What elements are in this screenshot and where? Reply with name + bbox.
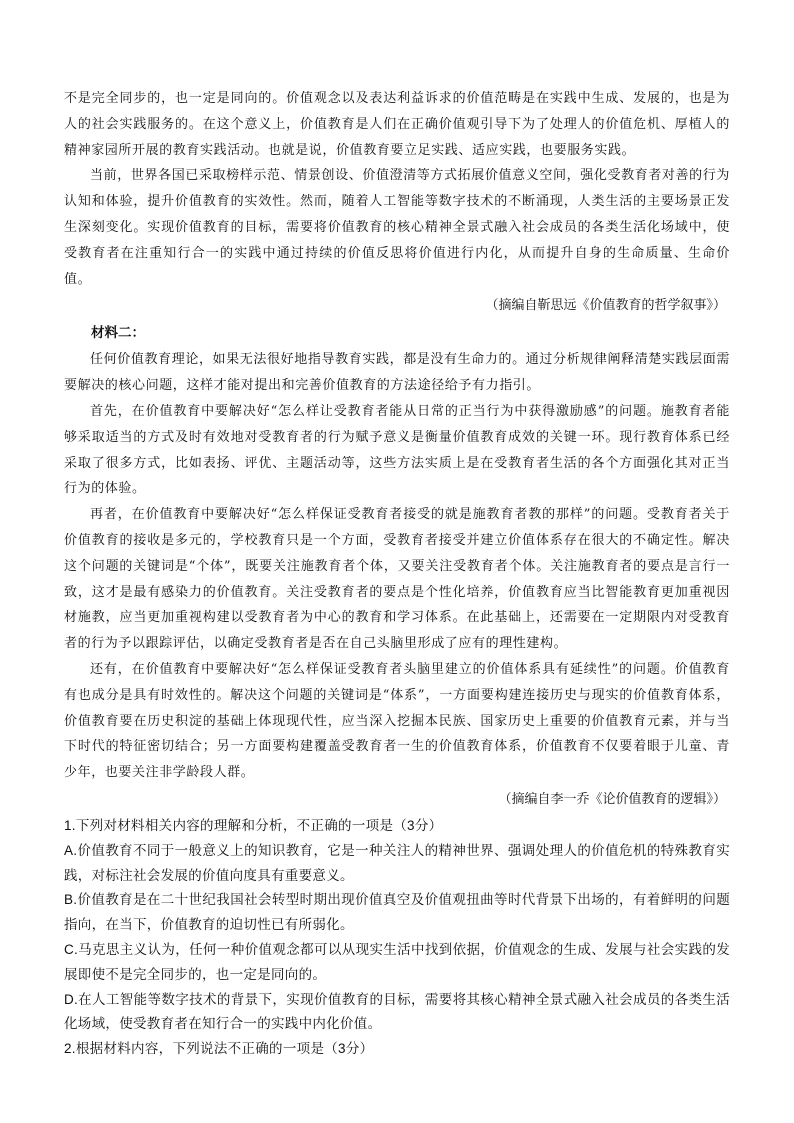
material2-heading: 材料二： <box>91 325 145 342</box>
material2-paragraph-1: 任何价值教育理论，如果无法很好地指导教育实践，都是没有生命力的。通过分析规律阐释清楚实践层面需要解决的核心问题，这样才能对提出和完善价值教育的方法途径给予有力指引。 <box>64 352 730 394</box>
material2-paragraph-3: 再者，在价值教育中要解决好“怎么样保证受教育者接受的就是施教育者教的那样”的问题。受教育者关于价值教育的接收是多元的，学校教育只是一个方面，受教育者接受并建立价值体系存在很大的不确定性。解决这个问题的关键词是“个体”，既要关注施教育者个体，又要关注受教育者个体。关注施教育者的要点是言行一致，这才是最有感染力的价值教育。关注受教育者的要点是个性化培养，价值教育应当比智能教育更加重视因材施教，应当更加重视构建以受教育者为中心的教育和学习体系。在此基础上，还需要在一定期限内对受教育者的行为予以跟踪评估，以确定受教育者是否在自己头脑里形成了应有的理性建构。 <box>64 507 730 652</box>
question-1-stem: 1.下列对材料相关内容的理解和分析，不正确的一项是（3分） <box>64 817 443 833</box>
material1-paragraph-2: 当前，世界各国已采取榜样示范、情景创设、价值澄清等方式拓展价值意义空间，强化受教育者对善的行为认知和体验，提升价值教育的实效性。然而，随着人工智能等数字技术的不断涌现，人类生活的主要场景正发生深刻变化。实现价值教育的目标，需要将价值教育的核心精神全景式融入社会成员的各类生活化场域中，使受教育者在注重知行合一的实践中通过持续的价值反思将价值进行内化，从而提升自身的生命质量、生命价值。 <box>64 168 730 287</box>
material1-paragraph-1: 不是完全同步的，也一定是同向的。价值观念以及表达利益诉求的价值范畴是在实践中生成、发展的，也是为人的社会实践服务的。在这个意义上，价值教育是人们在正确价值观引导下为了处理人的价值危机、厚植人的精神家园所开展的教育实践活动。也就是说，价值教育要立足实践、适应实践，也要服务实践。 <box>64 91 730 158</box>
source-citation-2: （摘编自李一乔《论价值教育的逻辑》） <box>498 791 726 807</box>
material2-paragraph-4: 还有，在价值教育中要解决好“怎么样保证受教育者头脑里建立的价值体系具有延续性”的问题。价值教育有也成分是具有时效性的。解决这个问题的关键词是“体系”，一方面要构建连接历史与现实的价值教育体系，价值教育要在历史积淀的基础上体现现代性，应当深入挖掘本民族、国家历史上重要的价值教育元素，并与当下时代的特征密切结合；另一方面要构建覆盖受教育者一生的价值教育体系，价值教育不仅要着眼于儿童、青少年，也要关注非学龄段人群。 <box>64 661 730 781</box>
question-1-option-d: D.在人工智能等数字技术的背景下，实现价值教育的目标，需要将其核心精神全景式融入社会成员的各类生活化场域，使受教育者在知行合一的实践中内化价值。 <box>64 991 730 1032</box>
question-2-stem: 2.根据材料内容，下列说法不正确的一项是（3分） <box>64 1041 374 1057</box>
question-1-option-c: C.马克思主义认为，任何一种价值观念都可以从现实生活中找到依据，价值观念的生成、发展与社会实践的发展即使不是完全同步的，也一定是同向的。 <box>64 941 730 982</box>
question-1-option-b: B.价值教育是在二十世纪我国社会转型时期出现价值真空及价值观扭曲等时代背景下出场的，有着鲜明的问题指向，在当下，价值教育的迫切性已有所弱化。 <box>64 892 730 933</box>
material2-paragraph-2: 首先，在价值教育中要解决好“怎么样让受教育者能从日常的正当行为中获得激励感”的问题。施教育者能够采取适当的方式及时有效地对受教育者的行为赋予意义是衡量价值教育成效的关键一环。现行教育体系已经采取了很多方式，比如表扬、评优、主题活动等，这些方法实质上是在受教育者生活的各个方面强化其对正当行为的体验。 <box>64 403 730 497</box>
question-1-option-a: A.价值教育不同于一般意义上的知识教育，它是一种关注人的精神世界、强调处理人的价值危机的特殊教育实践，对标注社会发展的价值向度具有重要意义。 <box>64 842 730 883</box>
exam-page <box>64 86 730 1062</box>
source-citation-1: （摘编自靳思远《价值教育的哲学叙事》） <box>485 298 726 314</box>
